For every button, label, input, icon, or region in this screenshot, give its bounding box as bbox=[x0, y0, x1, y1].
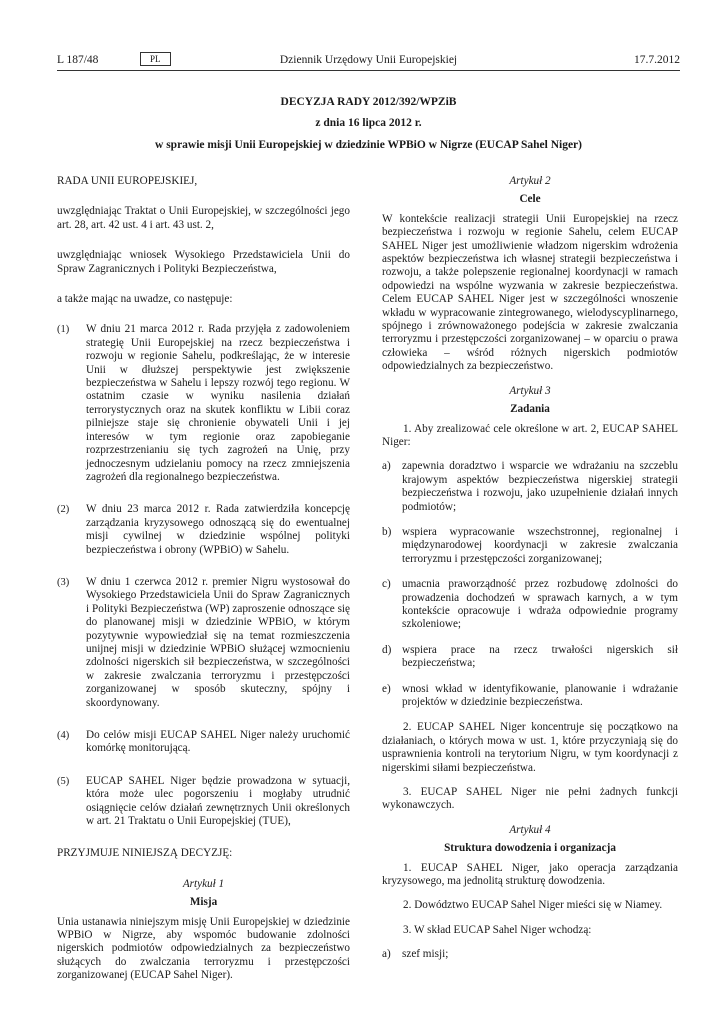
article-3-paragraph-2: 2. EUCAP SAHEL Niger koncentruje się początkowo na działaniach, o których mowa w ust. 1, które przyczyniają się do usprawnienia kontroli na terytorium Nigru, w tym koordynacji z nigerskimi siłami bezpieczeństwa. bbox=[382, 721, 678, 774]
article-3-paragraph-1: 1. Aby zrealizować cele określone w art. 2, EUCAP SAHEL Niger: bbox=[382, 422, 678, 448]
decision-number: DECYZJA RADY 2012/392/WPZiB bbox=[280, 96, 457, 108]
recital bbox=[57, 729, 350, 756]
list-item bbox=[382, 948, 678, 961]
decision-date: z dnia 16 lipca 2012 r. bbox=[315, 117, 422, 130]
article-number: Artykuł 1 bbox=[182, 877, 225, 890]
item-label: b) bbox=[382, 525, 392, 538]
recital-text: W dniu 23 marca 2012 r. Rada zatwierdziła koncepcję zarządzania kryzysowego odnoszącą się do ewentualnej misji cywilnej w dziedzinie wspólnej polityki bezpieczeństwa i obrony (WPBiO) w Sahelu. bbox=[86, 503, 350, 556]
article-4-paragraph-2: 2. Dowództwo EUCAP Sahel Niger mieści się w Niamey. bbox=[403, 899, 663, 912]
article-number: Artykuł 3 bbox=[509, 384, 551, 397]
language-badge: PL bbox=[140, 52, 171, 66]
list-item bbox=[382, 578, 678, 632]
article-4-paragraph-3: 3. W skład EUCAP Sahel Niger wchodzą: bbox=[403, 923, 592, 936]
journal-reference: L 187/48 bbox=[57, 54, 99, 66]
recital bbox=[57, 576, 350, 710]
adoption-formula: PRZYJMUJE NINIEJSZĄ DECYZJĘ: bbox=[57, 847, 233, 860]
recital-number: (5) bbox=[57, 775, 70, 787]
article-title: Misja bbox=[189, 896, 218, 909]
page-header bbox=[57, 52, 680, 71]
having-regard-proposal: uwzględniając wniosek Wysokiego Przedstawiciela Unii do Spraw Zagranicznych i Polityki Bezpieczeństwa, bbox=[57, 249, 350, 275]
item-text: wnosi wkład w identyfikowanie, planowanie i wdrażanie projektów w dziedzinie bezpieczeństwa. bbox=[402, 682, 678, 708]
article-4-paragraph-1: 1. EUCAP SAHEL Niger, jako operacja zarządzania kryzysowego, ma jednolitą strukturę dowodzenia. bbox=[382, 861, 678, 888]
article-number: Artykuł 4 bbox=[509, 823, 551, 836]
list-item bbox=[382, 644, 678, 671]
journal-title: Dziennik Urzędowy Unii Europejskiej bbox=[279, 54, 458, 66]
item-text: wspiera prace na rzecz trwałości nigerskich sił bezpieczeństwa; bbox=[402, 643, 678, 670]
right-column bbox=[382, 175, 678, 974]
recital-number: (2) bbox=[57, 504, 70, 516]
list-item bbox=[382, 683, 678, 710]
whereas-intro: a także mając na uwadze, co następuje: bbox=[57, 293, 233, 306]
recital-text: Do celów misji EUCAP SAHEL Niger należy uruchomić komórkę monitorującą. bbox=[86, 729, 350, 755]
item-text: wspiera wypracowanie wszechstronnej, regionalnej i międzynarodowej koordynacji w zakresie zwalczania terroryzmu i przestępczości zorganizowanej; bbox=[402, 525, 678, 565]
item-text: zapewnia doradztwo i wsparcie we wdrażaniu na szczeblu krajowym aspektów bezpieczeństwa nigerskiej strategii bezpieczeństwa i rozwoju, jako uzupełnienie działań innych podmiotów; bbox=[402, 460, 678, 513]
recital-number: (4) bbox=[57, 730, 70, 741]
council-heading: RADA UNII EUROPEJSKIEJ, bbox=[57, 175, 198, 187]
recital-text: W dniu 21 marca 2012 r. Rada przyjęła z zadowoleniem strategię Unii Europejskiej na rzecz bezpieczeństwa i rozwoju w regionie Sahelu, podkreślając, że w interesie Unii w dłuższej perspektywie jest zwiększenie bezpieczeństwa w Sahelu i lepszy rozwój tego regionu. W ostatnim czasie w wyniku nasilenia działań terrorystycznych oraz na skutek konfliktu w Libii coraz pilniejsze staje się chronienie obywateli Unii i jej interesów w tym regionie oraz zapobieganie rozprzestrzenianiu się tych zagrożeń na Unię, przy jednoczesnym udzielaniu pomocy na rzecz zmniejszenia zagrożeń dla regionalnego bezpieczeństwa. bbox=[86, 323, 350, 483]
article-2-text: W kontekście realizacji strategii Unii Europejskiej na rzecz bezpieczeństwa i rozwoju w regionie Sahelu, celem EUCAP SAHEL Niger jest umożliwienie władzom nigerskim wdrożenia aspektów bezpieczeństwa ich własnej strategii bezpieczeństwa i rozwoju, a także polepszenie regionalnej koordynacji w ramach odpowiedzi na wspólne wyzwania w zakresie bezpieczeństwa. Celem EUCAP SAHEL Niger jest w szczególności wnoszenie wkładu w wypracowanie zintegrowanego, wielodyscyplinarnego, spójnego i zrównoważonego podejścia w zakresie zwalczania terroryzmu i przestępczości zorganizowanej – w oparciu o prawa człowieka – wśród różnych nigerskich podmiotów odpowiedzialnych za bezpieczeństwo. bbox=[382, 212, 678, 373]
item-label: c) bbox=[382, 578, 391, 591]
article-title: Cele bbox=[519, 193, 541, 206]
item-label: d) bbox=[382, 643, 392, 656]
publication-date: 17.7.2012 bbox=[634, 54, 680, 66]
decision-subject: w sprawie misji Unii Europejskiej w dziedzinie WPBiO w Nigrze (EUCAP Sahel Niger) bbox=[155, 138, 582, 151]
left-column bbox=[57, 175, 350, 994]
recital-text: EUCAP SAHEL Niger będzie prowadzona w sytuacji, która może ulec pogorszeniu i mogłaby utrudnić osiągnięcie celów działań zewnętrznych Unii określonych w art. 21 Traktatu o Unii Europejskiej (TUE), bbox=[86, 774, 350, 828]
recital-number: (1) bbox=[57, 324, 70, 336]
recital-text: W dniu 1 czerwca 2012 r. premier Nigru wystosował do Wysokiego Przedstawiciela Unii do Spraw Zagranicznych i Polityki Bezpieczeństwa (WP) zaproszenie odnoszące się do planowanej misji w dziedzinie WPBiO, w którym pozytywnie wypowiedział się na temat rozmieszczenia unijnej misji w dziedzinie WPBiO służącej wzmocnieniu zdolności nigerskich sił bezpieczeństwa, w szczególności w zakresie zwalczania terroryzmu i przestępczości zorganizowanej w sposób skuteczny, spójny i skoordynowany. bbox=[86, 575, 350, 709]
recital bbox=[57, 323, 350, 484]
item-label: e) bbox=[382, 682, 391, 695]
recital bbox=[57, 503, 350, 557]
document-title bbox=[57, 96, 680, 160]
article-title: Zadania bbox=[510, 403, 550, 416]
item-text: szef misji; bbox=[402, 948, 449, 961]
having-regard-treaty: uwzględniając Traktat o Unii Europejskiej, w szczególności jego art. 28, art. 42 ust. 4 i art. 43 ust. 2, bbox=[57, 205, 350, 231]
item-label: a) bbox=[382, 460, 391, 473]
recital-number: (3) bbox=[57, 576, 70, 588]
article-number: Artykuł 2 bbox=[509, 175, 551, 187]
list-item bbox=[382, 460, 678, 514]
article-1-text: Unia ustanawia niniejszym misję Unii Europejskiej w dziedzinie WPBiO w Nigrze, aby wspomóc budowanie zdolności nigerskich podmiotów odpowiedzialnych za bezpieczeństwo służących do zwalczania terroryzmu i przestępczości zorganizowanej (EUCAP Sahel Niger). bbox=[57, 915, 350, 982]
article-title: Struktura dowodzenia i organizacja bbox=[444, 842, 616, 855]
item-text: umacnia praworządność przez rozbudowę zdolności do prowadzenia dochodzeń w sprawach karnych, a w tym kontekście opracowuje i wdraża odpowiednie programy szkoleniowe; bbox=[402, 578, 678, 631]
list-item bbox=[382, 526, 678, 566]
item-label: a) bbox=[382, 948, 391, 961]
recital bbox=[57, 775, 350, 829]
article-3-paragraph-3: 3. EUCAP SAHEL Niger nie pełni żadnych funkcji wykonawczych. bbox=[382, 786, 678, 812]
